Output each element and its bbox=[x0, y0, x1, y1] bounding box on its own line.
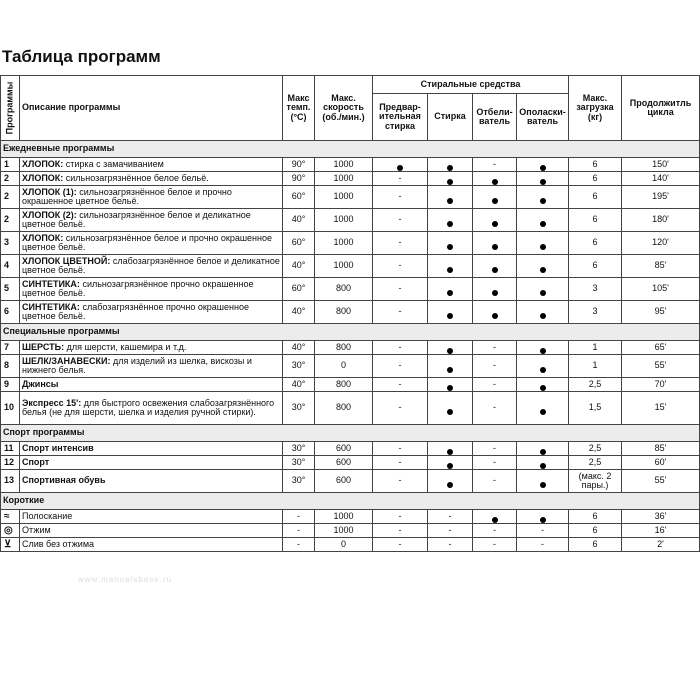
dot-marker bbox=[540, 385, 546, 391]
table-row bbox=[1, 278, 700, 301]
duration-cell: 70' bbox=[622, 378, 700, 392]
program-number: 12 bbox=[1, 456, 20, 470]
program-number: 4 bbox=[1, 255, 20, 278]
wash-cell bbox=[428, 232, 473, 255]
max-temp-cell: 40° bbox=[283, 378, 315, 392]
max-speed-cell: 0 bbox=[315, 355, 373, 378]
duration-cell: 16' bbox=[622, 524, 700, 538]
program-number: 2 bbox=[1, 172, 20, 186]
rinse-icon: ≈ bbox=[4, 510, 10, 522]
max-speed-cell: 1000 bbox=[315, 158, 373, 172]
program-text: сильнозагрязнённое белое и прочно окрашенное цветное бельё. bbox=[22, 186, 232, 206]
prewash-cell: - bbox=[373, 301, 428, 324]
duration-cell: 15' bbox=[622, 392, 700, 425]
program-name: Экспресс 15': bbox=[22, 397, 82, 408]
program-description bbox=[20, 278, 283, 301]
dot-marker bbox=[540, 482, 546, 488]
table-row bbox=[1, 301, 700, 324]
program-name: ШЕРСТЬ: bbox=[22, 341, 65, 352]
wash-header: Стирка bbox=[428, 94, 473, 141]
wash-cell bbox=[428, 456, 473, 470]
table-row bbox=[1, 378, 700, 392]
max-speed-cell: 800 bbox=[315, 392, 373, 425]
program-name: Спорт интенсив bbox=[22, 442, 94, 453]
bleach-cell: - bbox=[473, 524, 517, 538]
program-text: сильнозагрязнённое белое бельё. bbox=[63, 172, 209, 183]
dot-marker bbox=[447, 409, 453, 415]
max-temp-cell: - bbox=[283, 524, 315, 538]
prewash-cell: - bbox=[373, 378, 428, 392]
duration-cell: 120' bbox=[622, 232, 700, 255]
program-name: Джинсы bbox=[22, 378, 59, 389]
max-speed-cell: 1000 bbox=[315, 232, 373, 255]
table-row bbox=[1, 524, 700, 538]
wash-cell bbox=[428, 341, 473, 355]
bleach-cell: - bbox=[473, 158, 517, 172]
prewash-cell: - bbox=[373, 341, 428, 355]
table-row bbox=[1, 209, 700, 232]
drain-icon: ⊻ bbox=[4, 538, 12, 550]
program-description bbox=[20, 158, 283, 172]
program-description bbox=[20, 232, 283, 255]
dot-marker bbox=[540, 179, 546, 185]
wash-cell bbox=[428, 392, 473, 425]
max-load-cell: 2,5 bbox=[569, 456, 622, 470]
max-load-cell: 6 bbox=[569, 524, 622, 538]
dot-marker bbox=[492, 198, 498, 204]
section-short: Короткие bbox=[1, 493, 700, 510]
table-row bbox=[1, 172, 700, 186]
dot-marker bbox=[447, 267, 453, 273]
max-temp-cell: 60° bbox=[283, 232, 315, 255]
softener-cell bbox=[517, 209, 569, 232]
prewash-cell: - bbox=[373, 392, 428, 425]
bleach-cell: - bbox=[473, 355, 517, 378]
dot-marker bbox=[492, 313, 498, 319]
program-text: Полоскание bbox=[22, 510, 73, 521]
wash-cell bbox=[428, 355, 473, 378]
max-temp-cell: 40° bbox=[283, 209, 315, 232]
program-name: СИНТЕТИКА: bbox=[22, 301, 80, 312]
duration-cell: 65' bbox=[622, 341, 700, 355]
dot-marker bbox=[447, 482, 453, 488]
softener-cell bbox=[517, 301, 569, 324]
max-load-cell: 6 bbox=[569, 172, 622, 186]
max-load-cell: 2,5 bbox=[569, 378, 622, 392]
dot-marker bbox=[447, 244, 453, 250]
bleach-cell: - bbox=[473, 341, 517, 355]
max-speed-cell: 1000 bbox=[315, 255, 373, 278]
max-load-cell: 3 bbox=[569, 278, 622, 301]
prewash-cell: - bbox=[373, 186, 428, 209]
wash-cell bbox=[428, 301, 473, 324]
max-temp-cell: 40° bbox=[283, 301, 315, 324]
dot-marker bbox=[447, 313, 453, 319]
max-temp-cell: 30° bbox=[283, 355, 315, 378]
program-description bbox=[20, 538, 283, 552]
program-number bbox=[1, 510, 20, 524]
program-number: 9 bbox=[1, 378, 20, 392]
bleach-cell bbox=[473, 255, 517, 278]
bleach-cell: - bbox=[473, 442, 517, 456]
duration-cell: 180' bbox=[622, 209, 700, 232]
duration-header: Продолжитль цикла bbox=[622, 76, 700, 141]
dot-marker bbox=[447, 463, 453, 469]
softener-cell bbox=[517, 232, 569, 255]
table-row bbox=[1, 538, 700, 552]
max-temp-cell: 30° bbox=[283, 470, 315, 493]
wash-cell: - bbox=[428, 538, 473, 552]
program-name: ХЛОПОК: bbox=[22, 158, 64, 169]
bleach-header: Отбели-ватель bbox=[473, 94, 517, 141]
table-row bbox=[1, 355, 700, 378]
dot-marker bbox=[540, 463, 546, 469]
softener-cell bbox=[517, 392, 569, 425]
softener-cell bbox=[517, 456, 569, 470]
bleach-cell: - bbox=[473, 456, 517, 470]
table-row bbox=[1, 456, 700, 470]
softener-cell bbox=[517, 255, 569, 278]
max-speed-cell: 1000 bbox=[315, 186, 373, 209]
program-text: для изделий из шелка, вискозы и нижнего белья. bbox=[22, 355, 252, 375]
table-row bbox=[1, 392, 700, 425]
dot-marker bbox=[447, 290, 453, 296]
duration-cell: 55' bbox=[622, 355, 700, 378]
dot-marker bbox=[540, 290, 546, 296]
duration-cell: 55' bbox=[622, 470, 700, 493]
watermark: www.manualsbase.ru bbox=[78, 575, 173, 584]
bleach-cell: - bbox=[473, 392, 517, 425]
dot-marker bbox=[492, 244, 498, 250]
dot-marker bbox=[492, 290, 498, 296]
dot-marker bbox=[540, 517, 546, 523]
dot-marker bbox=[540, 244, 546, 250]
dot-marker bbox=[492, 267, 498, 273]
softener-cell bbox=[517, 158, 569, 172]
program-number: 8 bbox=[1, 355, 20, 378]
program-description bbox=[20, 470, 283, 493]
program-text: Отжим bbox=[22, 524, 51, 535]
program-description bbox=[20, 186, 283, 209]
dot-marker bbox=[492, 517, 498, 523]
section-sport: Спорт программы bbox=[1, 425, 700, 442]
max-speed-cell: 600 bbox=[315, 456, 373, 470]
dot-marker bbox=[540, 409, 546, 415]
program-text: сильнозагрязнённое белое и прочно окрашенное цветное бельё. bbox=[22, 232, 273, 252]
dot-marker bbox=[540, 348, 546, 354]
prewash-cell: - bbox=[373, 538, 428, 552]
dot-marker bbox=[540, 367, 546, 373]
max-speed-cell: 800 bbox=[315, 378, 373, 392]
program-text: сильнозагрязнённое прочно окрашенное цветное бельё. bbox=[22, 278, 254, 298]
program-number: 11 bbox=[1, 442, 20, 456]
max-load-cell: (макс. 2 пары.) bbox=[569, 470, 622, 493]
wash-cell bbox=[428, 158, 473, 172]
program-description bbox=[20, 378, 283, 392]
program-name: ХЛОПОК: bbox=[22, 172, 64, 183]
dot-marker bbox=[492, 179, 498, 185]
prewash-cell: - bbox=[373, 524, 428, 538]
wash-cell bbox=[428, 278, 473, 301]
program-name: Спортивная обувь bbox=[22, 475, 106, 486]
softener-cell bbox=[517, 341, 569, 355]
max-speed-cell: 800 bbox=[315, 278, 373, 301]
wash-cell bbox=[428, 172, 473, 186]
prewash-cell: - bbox=[373, 209, 428, 232]
max-load-header: Макс. загрузка (кг) bbox=[569, 76, 622, 141]
prewash-cell: - bbox=[373, 510, 428, 524]
duration-cell: 85' bbox=[622, 255, 700, 278]
max-speed-cell: 1000 bbox=[315, 510, 373, 524]
softener-cell bbox=[517, 510, 569, 524]
dot-marker bbox=[447, 348, 453, 354]
duration-cell: 36' bbox=[622, 510, 700, 524]
prewash-cell: - bbox=[373, 232, 428, 255]
dot-marker bbox=[447, 198, 453, 204]
max-speed-cell: 0 bbox=[315, 538, 373, 552]
max-load-cell: 6 bbox=[569, 538, 622, 552]
dot-marker bbox=[540, 221, 546, 227]
duration-cell: 2' bbox=[622, 538, 700, 552]
softener-cell bbox=[517, 378, 569, 392]
dot-marker bbox=[540, 198, 546, 204]
max-load-cell: 6 bbox=[569, 158, 622, 172]
program-name: Спорт bbox=[22, 456, 50, 467]
wash-cell bbox=[428, 255, 473, 278]
program-description bbox=[20, 392, 283, 425]
softener-cell bbox=[517, 186, 569, 209]
program-description bbox=[20, 341, 283, 355]
duration-cell: 195' bbox=[622, 186, 700, 209]
spin-icon: ◎ bbox=[4, 524, 13, 536]
program-number: 3 bbox=[1, 232, 20, 255]
max-load-cell: 1 bbox=[569, 341, 622, 355]
dot-marker bbox=[540, 267, 546, 273]
max-speed-cell: 1000 bbox=[315, 172, 373, 186]
max-speed-cell: 1000 bbox=[315, 524, 373, 538]
program-text: для быстрого освежения слабозагрязнённого белья (не для шерсти, шелка и изделия ручной стирки). bbox=[22, 397, 275, 417]
programs-header: Программы bbox=[1, 76, 20, 141]
program-text: для шерсти, кашемира и т.д. bbox=[64, 341, 187, 352]
description-header: Описание программы bbox=[20, 76, 283, 141]
program-number: 6 bbox=[1, 301, 20, 324]
dot-marker bbox=[540, 313, 546, 319]
dot-marker bbox=[492, 221, 498, 227]
program-number: 13 bbox=[1, 470, 20, 493]
prewash-cell: - bbox=[373, 456, 428, 470]
max-temp-cell: 30° bbox=[283, 442, 315, 456]
dot-marker bbox=[447, 367, 453, 373]
program-name: ХЛОПОК ЦВЕТНОЙ: bbox=[22, 255, 111, 266]
prewash-cell: - bbox=[373, 278, 428, 301]
max-speed-cell: 800 bbox=[315, 301, 373, 324]
duration-cell: 140' bbox=[622, 172, 700, 186]
prewash-cell: - bbox=[373, 255, 428, 278]
program-text: слабозагрязнённое белое и деликатное цветное бельё. bbox=[22, 255, 280, 275]
bleach-cell bbox=[473, 172, 517, 186]
max-temp-cell: 40° bbox=[283, 255, 315, 278]
table-row bbox=[1, 510, 700, 524]
max-temp-cell: 40° bbox=[283, 341, 315, 355]
program-description bbox=[20, 209, 283, 232]
max-speed-cell: 1000 bbox=[315, 209, 373, 232]
bleach-cell bbox=[473, 510, 517, 524]
prewash-cell: - bbox=[373, 442, 428, 456]
prewash-cell: - bbox=[373, 172, 428, 186]
wash-cell bbox=[428, 209, 473, 232]
max-temp-header: Макс темп. (°C) bbox=[283, 76, 315, 141]
dot-marker bbox=[540, 165, 546, 171]
max-speed-cell: 800 bbox=[315, 341, 373, 355]
program-number: 1 bbox=[1, 158, 20, 172]
bleach-cell: - bbox=[473, 378, 517, 392]
max-load-cell: 1,5 bbox=[569, 392, 622, 425]
max-load-cell: 2,5 bbox=[569, 442, 622, 456]
softener-cell bbox=[517, 355, 569, 378]
bleach-cell: - bbox=[473, 470, 517, 493]
table-row bbox=[1, 470, 700, 493]
max-speed-cell: 600 bbox=[315, 470, 373, 493]
program-name: СИНТЕТИКА: bbox=[22, 278, 80, 289]
table-row bbox=[1, 255, 700, 278]
table-row bbox=[1, 442, 700, 456]
bleach-cell bbox=[473, 209, 517, 232]
dot-marker bbox=[447, 385, 453, 391]
max-temp-cell: 30° bbox=[283, 392, 315, 425]
program-name: ШЕЛК/ЗАНАВЕСКИ: bbox=[22, 355, 111, 366]
table-row bbox=[1, 186, 700, 209]
duration-cell: 85' bbox=[622, 442, 700, 456]
program-description bbox=[20, 172, 283, 186]
program-text: стирка с замачиванием bbox=[63, 158, 164, 169]
max-temp-cell: - bbox=[283, 510, 315, 524]
softener-cell bbox=[517, 172, 569, 186]
duration-cell: 150' bbox=[622, 158, 700, 172]
dot-marker bbox=[447, 179, 453, 185]
bleach-cell: - bbox=[473, 538, 517, 552]
wash-cell: - bbox=[428, 524, 473, 538]
program-text: сильнозагрязнённое белое и деликатное цветное бельё. bbox=[22, 209, 251, 229]
duration-cell: 95' bbox=[622, 301, 700, 324]
program-number: 10 bbox=[1, 392, 20, 425]
program-description bbox=[20, 301, 283, 324]
duration-cell: 60' bbox=[622, 456, 700, 470]
program-number: 7 bbox=[1, 341, 20, 355]
table-row bbox=[1, 232, 700, 255]
section-daily: Ежедневные программы bbox=[1, 141, 700, 158]
max-temp-cell: - bbox=[283, 538, 315, 552]
dot-marker bbox=[447, 221, 453, 227]
programs-table bbox=[0, 75, 700, 552]
max-load-cell: 6 bbox=[569, 255, 622, 278]
program-text: Слив без отжима bbox=[22, 538, 95, 549]
dot-marker bbox=[397, 165, 403, 171]
prewash-cell: - bbox=[373, 355, 428, 378]
prewash-header: Предвар-ительная стирка bbox=[373, 94, 428, 141]
table-row bbox=[1, 341, 700, 355]
program-name: ХЛОПОК (1): bbox=[22, 186, 77, 197]
bleach-cell bbox=[473, 232, 517, 255]
program-number: 2 bbox=[1, 186, 20, 209]
max-load-cell: 6 bbox=[569, 186, 622, 209]
program-text: слабозагрязнённое прочно окрашенное цветное бельё. bbox=[22, 301, 249, 321]
softener-cell bbox=[517, 442, 569, 456]
softener-cell: - bbox=[517, 524, 569, 538]
program-description bbox=[20, 510, 283, 524]
max-temp-cell: 90° bbox=[283, 172, 315, 186]
max-speed-header: Макс. скорость (об./мин.) bbox=[315, 76, 373, 141]
max-load-cell: 1 bbox=[569, 355, 622, 378]
program-number: 5 bbox=[1, 278, 20, 301]
program-description bbox=[20, 524, 283, 538]
detergents-header: Стиральные средства bbox=[373, 76, 569, 94]
softener-cell bbox=[517, 278, 569, 301]
program-description bbox=[20, 442, 283, 456]
max-load-cell: 6 bbox=[569, 510, 622, 524]
wash-cell bbox=[428, 442, 473, 456]
program-name: ХЛОПОК (2): bbox=[22, 209, 77, 220]
duration-cell: 105' bbox=[622, 278, 700, 301]
bleach-cell bbox=[473, 278, 517, 301]
max-temp-cell: 60° bbox=[283, 278, 315, 301]
table-row bbox=[1, 158, 700, 172]
softener-cell bbox=[517, 470, 569, 493]
wash-cell: - bbox=[428, 510, 473, 524]
program-description bbox=[20, 456, 283, 470]
prewash-cell: - bbox=[373, 470, 428, 493]
dot-marker bbox=[447, 449, 453, 455]
max-temp-cell: 30° bbox=[283, 456, 315, 470]
softener-cell: - bbox=[517, 538, 569, 552]
wash-cell bbox=[428, 470, 473, 493]
program-description bbox=[20, 355, 283, 378]
dot-marker bbox=[540, 449, 546, 455]
program-description bbox=[20, 255, 283, 278]
wash-cell bbox=[428, 186, 473, 209]
softener-header: Ополаски-ватель bbox=[517, 94, 569, 141]
bleach-cell bbox=[473, 186, 517, 209]
program-number bbox=[1, 538, 20, 552]
page-title: Таблица программ bbox=[2, 47, 161, 66]
section-special: Специальные программы bbox=[1, 324, 700, 341]
bleach-cell bbox=[473, 301, 517, 324]
prewash-cell bbox=[373, 158, 428, 172]
wash-cell bbox=[428, 378, 473, 392]
max-temp-cell: 60° bbox=[283, 186, 315, 209]
max-load-cell: 6 bbox=[569, 232, 622, 255]
dot-marker bbox=[447, 165, 453, 171]
program-number bbox=[1, 524, 20, 538]
max-load-cell: 6 bbox=[569, 209, 622, 232]
max-speed-cell: 600 bbox=[315, 442, 373, 456]
max-temp-cell: 90° bbox=[283, 158, 315, 172]
max-load-cell: 3 bbox=[569, 301, 622, 324]
program-number: 2 bbox=[1, 209, 20, 232]
program-name: ХЛОПОК: bbox=[22, 232, 64, 243]
